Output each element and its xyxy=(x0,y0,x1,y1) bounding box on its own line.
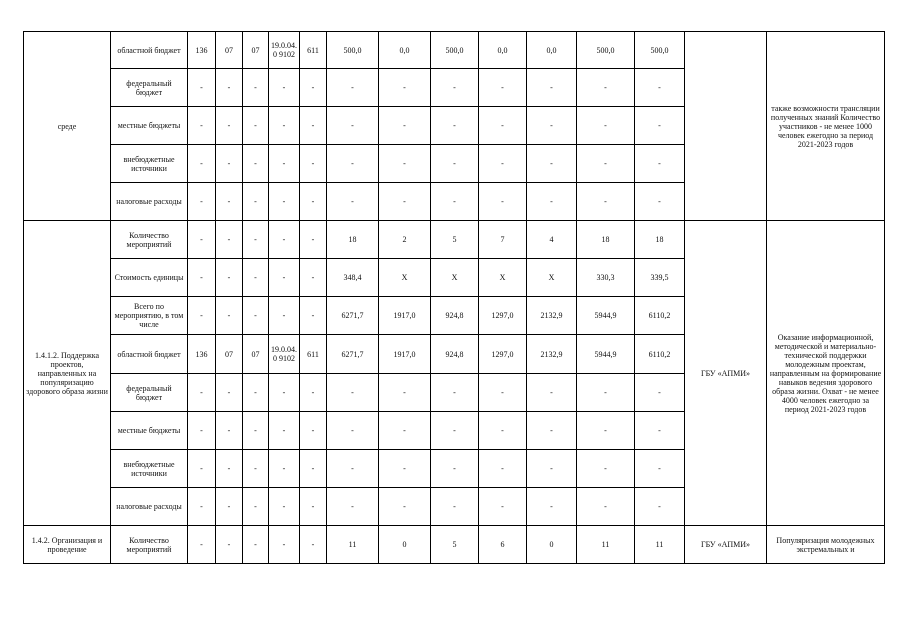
amount-cell: 924,8 xyxy=(431,297,479,335)
amount-cell: 1917,0 xyxy=(379,335,431,374)
amount-cell: - xyxy=(479,69,527,107)
amount-cell: - xyxy=(577,374,635,412)
amount-cell: - xyxy=(479,412,527,450)
budget-code-cell: - xyxy=(188,488,216,526)
amount-cell: - xyxy=(527,145,577,183)
amount-cell: - xyxy=(577,145,635,183)
table-row xyxy=(24,526,885,564)
amount-cell: 0 xyxy=(379,526,431,564)
funding-source-cell: областной бюджет xyxy=(111,335,188,374)
amount-cell: Х xyxy=(479,259,527,297)
amount-cell: - xyxy=(527,412,577,450)
budget-code-cell: - xyxy=(216,221,243,259)
budget-code-cell: - xyxy=(300,145,327,183)
table-body xyxy=(24,32,885,564)
budget-code-cell: - xyxy=(216,297,243,335)
amount-cell: 6 xyxy=(479,526,527,564)
amount-cell: 6271,7 xyxy=(327,297,379,335)
budget-code-cell: - xyxy=(243,183,269,221)
funding-source-cell: федеральный бюджет xyxy=(111,374,188,412)
amount-cell: 5 xyxy=(431,221,479,259)
amount-cell: - xyxy=(327,107,379,145)
amount-cell: 5944,9 xyxy=(577,297,635,335)
budget-code-cell: - xyxy=(269,145,300,183)
budget-code-cell: - xyxy=(188,107,216,145)
amount-cell: - xyxy=(635,412,685,450)
table-row xyxy=(24,221,885,259)
amount-cell: - xyxy=(431,107,479,145)
amount-cell: 6271,7 xyxy=(327,335,379,374)
amount-cell: 1297,0 xyxy=(479,297,527,335)
amount-cell: - xyxy=(431,450,479,488)
budget-code-cell: - xyxy=(243,297,269,335)
amount-cell: - xyxy=(635,374,685,412)
budget-code-cell: 136 xyxy=(188,335,216,374)
budget-code-cell: - xyxy=(243,259,269,297)
budget-code-cell: - xyxy=(188,259,216,297)
funding-source-cell: местные бюджеты xyxy=(111,412,188,450)
amount-cell: - xyxy=(327,488,379,526)
amount-cell: 6110,2 xyxy=(635,335,685,374)
budget-code-cell: - xyxy=(269,221,300,259)
budget-code-cell: - xyxy=(243,374,269,412)
amount-cell: 18 xyxy=(327,221,379,259)
amount-cell: 330,3 xyxy=(577,259,635,297)
table-row xyxy=(24,32,885,69)
amount-cell: 11 xyxy=(327,526,379,564)
amount-cell: 2132,9 xyxy=(527,335,577,374)
budget-code-cell: - xyxy=(300,488,327,526)
amount-cell: 500,0 xyxy=(327,32,379,69)
budget-table xyxy=(23,31,885,564)
budget-code-cell: - xyxy=(300,183,327,221)
amount-cell: - xyxy=(527,374,577,412)
budget-code-cell: - xyxy=(216,259,243,297)
amount-cell: 7 xyxy=(479,221,527,259)
budget-code-cell: - xyxy=(188,450,216,488)
amount-cell: - xyxy=(527,450,577,488)
budget-code-cell: - xyxy=(269,374,300,412)
amount-cell: - xyxy=(379,145,431,183)
activity-name-cell: 1.4.1.2. Поддержка проектов, направленных на популяризацию здорового образа жизни xyxy=(24,221,111,526)
amount-cell: - xyxy=(479,183,527,221)
amount-cell: - xyxy=(635,107,685,145)
amount-cell: - xyxy=(479,374,527,412)
budget-code-cell: - xyxy=(269,259,300,297)
amount-cell: 500,0 xyxy=(577,32,635,69)
amount-cell: - xyxy=(431,183,479,221)
budget-code-cell: 611 xyxy=(300,335,327,374)
executor-cell: ГБУ «АПМИ» xyxy=(685,221,767,526)
amount-cell: - xyxy=(379,183,431,221)
budget-code-cell: 07 xyxy=(243,32,269,69)
amount-cell: - xyxy=(379,374,431,412)
amount-cell: - xyxy=(479,488,527,526)
amount-cell: 500,0 xyxy=(431,32,479,69)
budget-code-cell: - xyxy=(300,374,327,412)
budget-code-cell: - xyxy=(216,69,243,107)
budget-code-cell: - xyxy=(269,526,300,564)
amount-cell: - xyxy=(527,183,577,221)
budget-code-cell: - xyxy=(243,107,269,145)
budget-code-cell: - xyxy=(216,450,243,488)
funding-source-cell: Количество мероприятий xyxy=(111,221,188,259)
amount-cell: - xyxy=(635,69,685,107)
budget-code-cell: - xyxy=(300,259,327,297)
amount-cell: 18 xyxy=(635,221,685,259)
amount-cell: - xyxy=(577,450,635,488)
budget-code-cell: - xyxy=(300,107,327,145)
budget-code-cell: 19.0.04.0 9102 xyxy=(269,335,300,374)
amount-cell: - xyxy=(431,69,479,107)
amount-cell: - xyxy=(327,69,379,107)
amount-cell: - xyxy=(379,450,431,488)
amount-cell: 500,0 xyxy=(635,32,685,69)
budget-code-cell: - xyxy=(269,412,300,450)
budget-code-cell: - xyxy=(216,488,243,526)
budget-code-cell: - xyxy=(188,412,216,450)
funding-source-cell: внебюджетные источники xyxy=(111,450,188,488)
amount-cell: - xyxy=(327,183,379,221)
amount-cell: 5944,9 xyxy=(577,335,635,374)
budget-code-cell: - xyxy=(269,183,300,221)
amount-cell: - xyxy=(327,412,379,450)
amount-cell: 4 xyxy=(527,221,577,259)
amount-cell: 348,4 xyxy=(327,259,379,297)
expected-result-cell: также возможности трансляции полученных знаний Количество участников - не менее 1000 человек ежегодно за период 2021-2023 годов xyxy=(767,32,885,221)
budget-code-cell: - xyxy=(243,412,269,450)
budget-code-cell: - xyxy=(216,374,243,412)
amount-cell: - xyxy=(577,183,635,221)
funding-source-cell: федеральный бюджет xyxy=(111,69,188,107)
budget-code-cell: - xyxy=(269,488,300,526)
budget-code-cell: - xyxy=(243,526,269,564)
expected-result-cell: Оказание информационной, методической и материально-технической поддержки молодежным проектам, направленным на формирование навыков ведения здорового образа жизни. Охват - не менее 4000 человек ежегодно за период 2021-2023 годов xyxy=(767,221,885,526)
budget-code-cell: - xyxy=(269,69,300,107)
budget-code-cell: 19.0.04.0 9102 xyxy=(269,32,300,69)
amount-cell: 0 xyxy=(527,526,577,564)
amount-cell: 6110,2 xyxy=(635,297,685,335)
amount-cell: - xyxy=(527,107,577,145)
amount-cell: 5 xyxy=(431,526,479,564)
budget-code-cell: - xyxy=(243,221,269,259)
funding-source-cell: налоговые расходы xyxy=(111,183,188,221)
amount-cell: - xyxy=(527,488,577,526)
budget-code-cell: 136 xyxy=(188,32,216,69)
amount-cell: 0,0 xyxy=(527,32,577,69)
amount-cell: 0,0 xyxy=(479,32,527,69)
amount-cell: - xyxy=(577,69,635,107)
amount-cell: - xyxy=(431,488,479,526)
executor-cell xyxy=(685,32,767,221)
activity-name-cell: среде xyxy=(24,32,111,221)
amount-cell: - xyxy=(635,145,685,183)
amount-cell: - xyxy=(577,107,635,145)
budget-code-cell: - xyxy=(216,145,243,183)
budget-code-cell: - xyxy=(188,297,216,335)
amount-cell: 1297,0 xyxy=(479,335,527,374)
funding-source-cell: Стоимость единицы xyxy=(111,259,188,297)
budget-code-cell: 611 xyxy=(300,32,327,69)
activity-name-cell: 1.4.2. Организация и проведение xyxy=(24,526,111,564)
budget-code-cell: 07 xyxy=(216,335,243,374)
amount-cell: - xyxy=(527,69,577,107)
amount-cell: - xyxy=(327,450,379,488)
amount-cell: Х xyxy=(527,259,577,297)
amount-cell: Х xyxy=(431,259,479,297)
budget-code-cell: - xyxy=(216,183,243,221)
budget-code-cell: - xyxy=(300,297,327,335)
budget-code-cell: - xyxy=(300,450,327,488)
budget-code-cell: - xyxy=(300,412,327,450)
amount-cell: 0,0 xyxy=(379,32,431,69)
budget-code-cell: - xyxy=(243,450,269,488)
budget-code-cell: - xyxy=(300,221,327,259)
funding-source-cell: Количество мероприятий xyxy=(111,526,188,564)
budget-code-cell: 07 xyxy=(216,32,243,69)
expected-result-cell: Популяризация молодежных экстремальных и xyxy=(767,526,885,564)
budget-code-cell: - xyxy=(300,526,327,564)
budget-code-cell: - xyxy=(188,374,216,412)
budget-code-cell: - xyxy=(243,145,269,183)
budget-code-cell: - xyxy=(243,488,269,526)
amount-cell: 11 xyxy=(577,526,635,564)
amount-cell: 1917,0 xyxy=(379,297,431,335)
amount-cell: 339,5 xyxy=(635,259,685,297)
budget-code-cell: - xyxy=(243,69,269,107)
amount-cell: Х xyxy=(379,259,431,297)
amount-cell: - xyxy=(379,69,431,107)
funding-source-cell: местные бюджеты xyxy=(111,107,188,145)
budget-code-cell: - xyxy=(188,145,216,183)
funding-source-cell: налоговые расходы xyxy=(111,488,188,526)
amount-cell: - xyxy=(379,412,431,450)
amount-cell: 924,8 xyxy=(431,335,479,374)
budget-code-cell: - xyxy=(300,69,327,107)
amount-cell: - xyxy=(635,450,685,488)
amount-cell: 18 xyxy=(577,221,635,259)
funding-source-cell: областной бюджет xyxy=(111,32,188,69)
amount-cell: 2132,9 xyxy=(527,297,577,335)
amount-cell: - xyxy=(479,107,527,145)
budget-code-cell: - xyxy=(216,526,243,564)
budget-code-cell: - xyxy=(216,412,243,450)
amount-cell: - xyxy=(379,107,431,145)
amount-cell: - xyxy=(479,145,527,183)
budget-code-cell: - xyxy=(269,450,300,488)
amount-cell: - xyxy=(327,145,379,183)
budget-code-cell: - xyxy=(188,221,216,259)
budget-code-cell: - xyxy=(188,526,216,564)
budget-code-cell: - xyxy=(188,183,216,221)
amount-cell: 2 xyxy=(379,221,431,259)
amount-cell: - xyxy=(577,412,635,450)
budget-code-cell: - xyxy=(269,297,300,335)
budget-code-cell: - xyxy=(188,69,216,107)
amount-cell: - xyxy=(577,488,635,526)
amount-cell: 11 xyxy=(635,526,685,564)
amount-cell: - xyxy=(431,145,479,183)
budget-code-cell: - xyxy=(269,107,300,145)
amount-cell: - xyxy=(327,374,379,412)
amount-cell: - xyxy=(431,412,479,450)
funding-source-cell: внебюджетные источники xyxy=(111,145,188,183)
amount-cell: - xyxy=(431,374,479,412)
budget-code-cell: 07 xyxy=(243,335,269,374)
funding-source-cell: Всего по мероприятию, в том числе xyxy=(111,297,188,335)
amount-cell: - xyxy=(379,488,431,526)
executor-cell: ГБУ «АПМИ» xyxy=(685,526,767,564)
amount-cell: - xyxy=(635,183,685,221)
amount-cell: - xyxy=(635,488,685,526)
budget-code-cell: - xyxy=(216,107,243,145)
amount-cell: - xyxy=(479,450,527,488)
